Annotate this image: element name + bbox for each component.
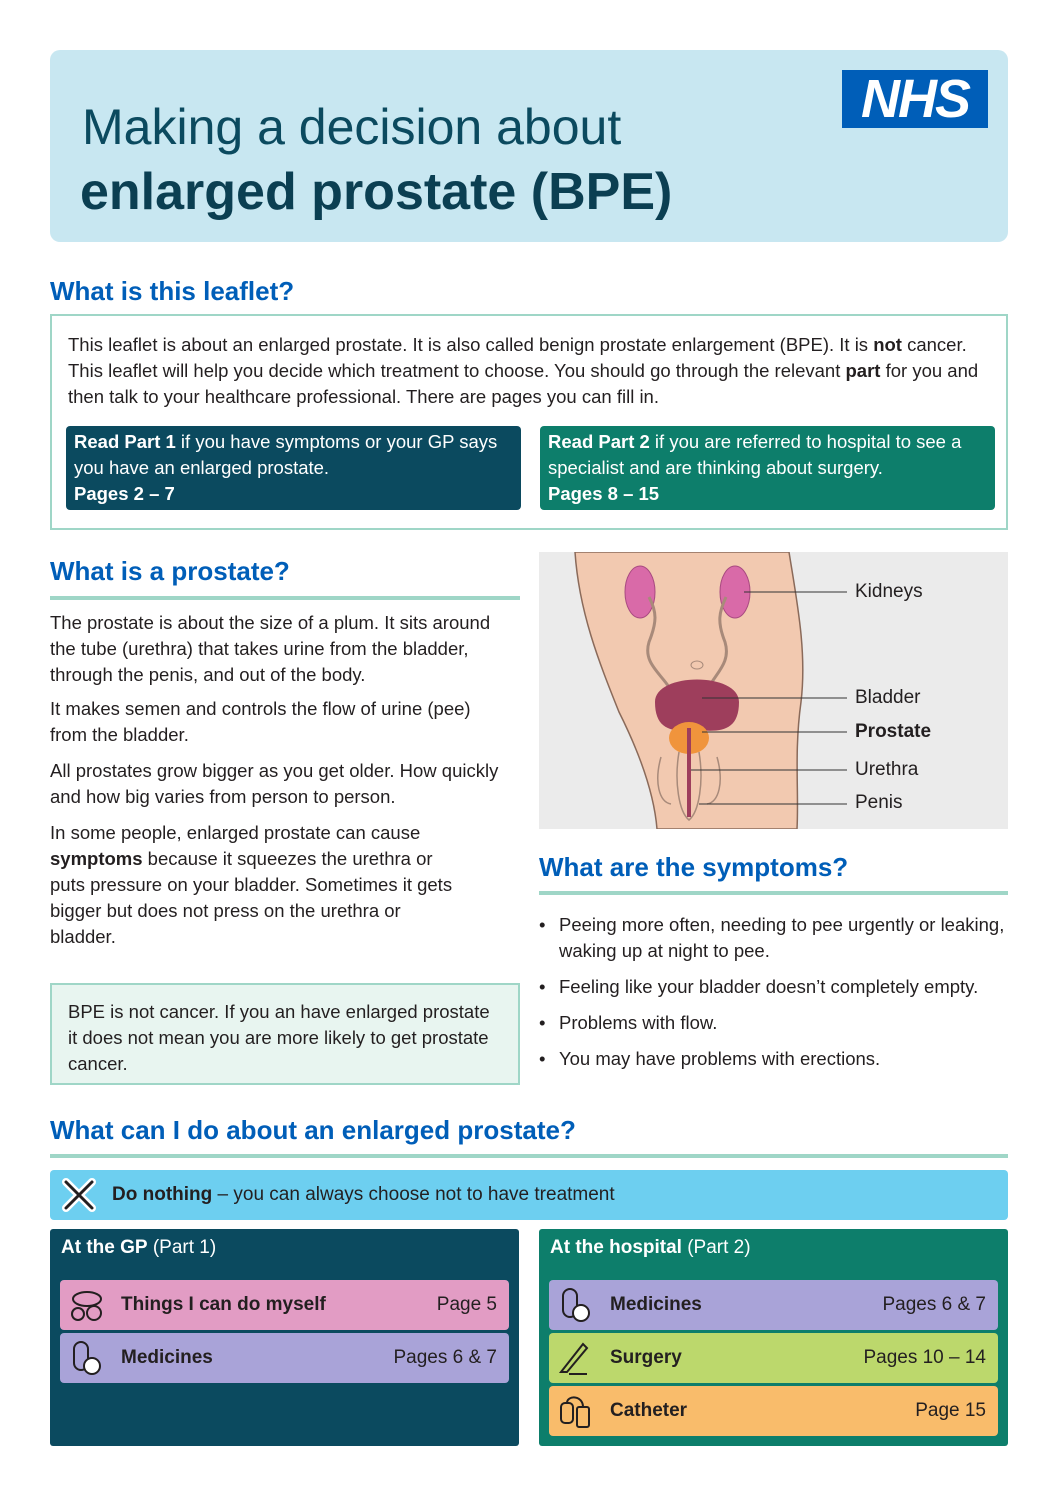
title-banner bbox=[50, 50, 1008, 242]
option-medicines-gp[interactable] bbox=[60, 1333, 509, 1383]
not-cancer-note: BPE is not cancer. If you an have enlarged prostate it does not mean you are more likely to get prostate cancer. bbox=[50, 983, 520, 1085]
option-pages: Pages 6 & 7 bbox=[882, 1294, 986, 1315]
title-line-1: Making a decision about bbox=[82, 99, 622, 155]
option-pages: Page 5 bbox=[436, 1294, 497, 1315]
option-pages: Pages 6 & 7 bbox=[393, 1347, 497, 1368]
section-rule bbox=[539, 891, 1008, 895]
label-urethra: Urethra bbox=[855, 759, 919, 780]
leaflet-heading: What is this leaflet? bbox=[50, 276, 295, 306]
gp-panel-title: At the GP (Part 1) bbox=[61, 1237, 217, 1258]
section-rule bbox=[50, 1154, 1008, 1158]
symptoms-list bbox=[539, 912, 1008, 1082]
prostate-p4: In some people, enlarged prostate can cause symptoms because it squeezes the urethra or puts pressure on your bladder. Sometimes it gets bigger but does not press on the urethra or bladder. bbox=[50, 822, 453, 947]
prostate-p1: The prostate is about the size of a plum. It sits around the tube (urethra) that takes urine from the bladder, through the penis, and out of the body. bbox=[50, 612, 491, 685]
body-illustration bbox=[539, 552, 1008, 829]
list-item: • You may have problems with erections. bbox=[539, 1046, 1008, 1072]
option-things-i-can-do[interactable] bbox=[60, 1280, 509, 1330]
self-care-icon bbox=[68, 1287, 106, 1323]
gp-panel bbox=[50, 1229, 519, 1446]
nhs-logo: NHS bbox=[842, 70, 988, 128]
label-prostate: Prostate bbox=[855, 721, 932, 742]
leaflet-box bbox=[50, 314, 1008, 530]
prostate-p3: All prostates grow bigger as you get older. How quickly and how big varies from person to person. bbox=[50, 760, 499, 807]
scalpel-icon bbox=[557, 1340, 595, 1376]
prostate-p2: It makes semen and controls the flow of urine (pee) from the bladder. bbox=[50, 698, 471, 745]
list-item: • Feeling like your bladder doesn’t completely empty. bbox=[539, 974, 1008, 1000]
label-kidneys: Kidneys bbox=[855, 581, 923, 602]
option-pages: Page 15 bbox=[915, 1400, 986, 1421]
label-penis: Penis bbox=[855, 792, 903, 813]
option-name: Medicines bbox=[121, 1347, 213, 1368]
option-name: Things I can do myself bbox=[121, 1294, 326, 1315]
hospital-panel bbox=[539, 1229, 1008, 1446]
pill-icon bbox=[68, 1340, 106, 1376]
leaflet-intro: This leaflet is about an enlarged prostate. It is also called benign prostate enlargement (BPE). It is not cancer. This leaflet will help you decide which treatment to choose. You should go through the relevant part for you and then talk to your healthcare professional. There are pages you can fill in. bbox=[68, 334, 979, 407]
hospital-panel-title: At the hospital (Part 2) bbox=[550, 1237, 751, 1258]
symptoms-heading: What are the symptoms? bbox=[539, 852, 849, 882]
part2-box: Read Part 2 if you are referred to hospital to see a specialist and are thinking about surgery. Pages 8 – 15 bbox=[540, 426, 995, 510]
option-name: Catheter bbox=[610, 1400, 688, 1421]
prostate-diagram bbox=[539, 552, 1008, 829]
part1-box: Read Part 1 if you have symptoms or your GP says you have an enlarged prostate. Pages 2 – 7 bbox=[66, 426, 521, 510]
title-line-2: enlarged prostate (BPE) bbox=[80, 163, 673, 221]
list-item: • Problems with flow. bbox=[539, 1010, 1008, 1036]
cross-icon bbox=[62, 1178, 96, 1212]
option-pages: Pages 10 – 14 bbox=[863, 1347, 986, 1368]
option-medicines-hospital[interactable] bbox=[549, 1280, 998, 1330]
do-nothing-banner: Do nothing – you can always choose not to have treatment bbox=[50, 1170, 1008, 1220]
options-heading: What can I do about an enlarged prostate? bbox=[50, 1115, 576, 1145]
label-bladder: Bladder bbox=[855, 687, 921, 708]
option-name: Surgery bbox=[610, 1347, 682, 1368]
option-surgery[interactable] bbox=[549, 1333, 998, 1383]
pill-icon bbox=[557, 1287, 595, 1323]
catheter-icon bbox=[557, 1393, 595, 1429]
prostate-heading: What is a prostate? bbox=[50, 556, 290, 586]
list-item: • Peeing more often, needing to pee urgently or leaking, waking up at night to pee. bbox=[539, 912, 1008, 964]
option-catheter[interactable] bbox=[549, 1386, 998, 1436]
option-name: Medicines bbox=[610, 1294, 702, 1315]
section-rule bbox=[50, 596, 520, 600]
